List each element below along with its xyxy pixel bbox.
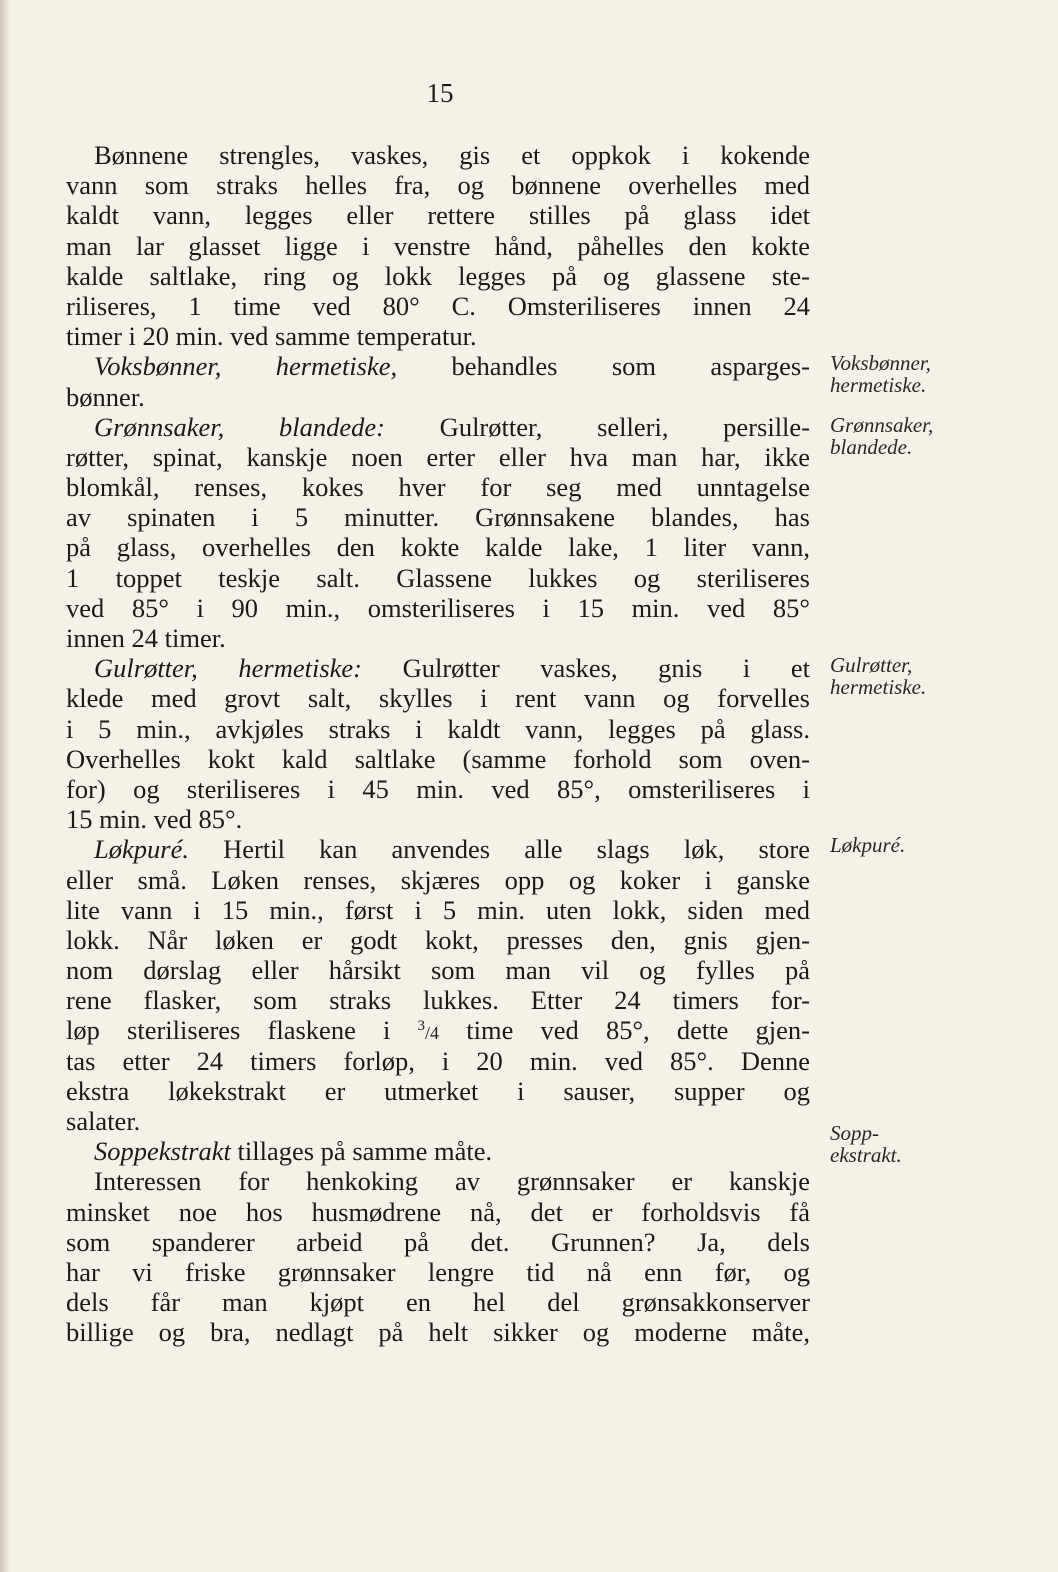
margin-note-line: Gulrøtter, [830,653,913,677]
margin-note-line: Voksbønner, [830,351,931,375]
margin-note-voksbonner [830,352,1050,396]
text-line: timer i 20 min. ved samme temperatur. [66,321,477,352]
margin-note-line: Grønnsaker, [830,413,934,437]
margin-note-lokpure [830,834,1050,856]
text-line: billige og bra, nedlagt på helt sikker og moderne måte, [66,1317,810,1348]
margin-note-line: hermetiske. [830,373,927,397]
fraction-denominator: /4 [425,1023,440,1044]
text-run: Gulrøtter vaskes, gnis i et [362,653,810,684]
page-binding-edge [0,0,10,1572]
text-run: behandles som asparges- [397,351,811,382]
text-line: kalde saltlake, ring og lokk legges på og glassene ste- [66,260,810,291]
text-line: vann som straks helles fra, og bønnene overhelles med [66,170,810,201]
margin-note-line: ekstrakt. [830,1143,902,1167]
margin-note-line: blandede. [830,435,913,459]
margin-note-soppekstrakt [830,1122,1050,1166]
margin-note-line: hermetiske. [830,675,927,699]
text-line: eller små. Løken renses, skjæres opp og koker i ganske [66,864,810,895]
text-line [66,1136,810,1166]
text-line: man lar glasset ligge i venstre hånd, påhelles den kokte [66,230,810,261]
text-run: løp steriliseres flaskene i [66,1015,418,1046]
text-line: rene flasker, som straks lukkes. Etter 24 timers for- [66,985,810,1016]
text-line: 15 min. ved 85°. [66,804,243,835]
page-number: 15 [426,78,454,108]
text-line: av spinaten i 5 minutter. Grønnsakene blandes, has [66,502,810,533]
paragraph-lead: Soppekstrakt [94,1136,231,1167]
text-line: blomkål, renses, kokes hver for seg med unntagelse [66,472,810,503]
text-line [66,1015,810,1045]
text-line: ekstra løkekstrakt er utmerket i sauser, supper og [66,1075,810,1106]
text-line: ved 85° i 90 min., omsteriliseres i 15 min. ved 85° [66,592,810,623]
text-line: 1 toppet teskje salt. Glassene lukkes og steriliseres [66,562,810,593]
text-run: tillages på samme måte. [230,1136,493,1167]
text-run: Hertil kan anvendes alle slags løk, store [188,834,810,865]
text-line: tas etter 24 timers forløp, i 20 min. ved 85°. Denne [66,1045,810,1076]
text-run: Gulrøtter, selleri, persille- [384,411,810,442]
text-line [66,351,810,381]
text-line: lite vann i 15 min., først i 5 min. uten lokk, siden med [66,894,810,925]
text-line: nom dørslag eller hårsikt som man vil og fylles på [66,955,810,986]
paragraph-lead: Gulrøtter, hermetiske: [94,653,362,684]
text-line: minsket noe hos husmødrene nå, det er forholdsvis få [66,1196,810,1227]
text-line: har vi friske grønnsaker lengre tid nå enn før, og [66,1256,810,1287]
text-run: time ved 85°, [439,1015,677,1046]
paragraph-lead: Grønnsaker, blandede: [94,411,385,442]
text-line: kaldt vann, legges eller rettere stilles på glass idet [66,200,810,231]
text-line [66,412,810,442]
margin-note-line: Løkpuré. [830,833,906,857]
text-line: i 5 min., avkjøles straks i kaldt vann, legges på glass. [66,713,810,744]
fraction-numerator: 3 [417,1018,426,1035]
paragraph-lead: Løkpuré. [94,834,189,865]
text-line: salater. [66,1106,141,1136]
margin-note-line: Sopp- [830,1121,879,1145]
text-line: dels får man kjøpt en hel del grønsakkonserver [66,1287,810,1318]
text-line: innen 24 timer. [66,623,226,653]
text-line: på glass, overhelles den kokte kalde lake, 1 liter vann, [66,532,810,563]
body-text [66,140,810,1348]
text-line: Overhelles kokt kald saltlake (samme forhold som oven- [66,743,810,774]
text-line: røtter, spinat, kanskje noen erter eller hva man har, ikke [66,441,810,472]
text-line: Interessen for henkoking av grønnsaker er kanskje [94,1166,810,1197]
text-line: lokk. Når løken er godt kokt, presses den, gnis gjen- [66,924,810,955]
text-line [66,834,810,864]
text-line: for) og steriliseres i 45 min. ved 85°, omsteriliseres i [66,773,810,804]
margin-note-gulrotter [830,654,1050,698]
text-line: klede med grovt salt, skylles i rent vann og forvelles [66,683,810,714]
text-line: bønner. [66,381,145,412]
text-line [66,653,810,683]
text-line: som spanderer arbeid på det. Grunnen? Ja, dels [66,1226,810,1257]
paragraph-lead: Voksbønner, hermetiske, [94,351,398,382]
text-line: riliseres, 1 time ved 80° C. Omsteriliseres innen 24 [66,290,810,321]
text-line: Bønnene strengles, vaskes, gis et oppkok i kokende [94,140,810,170]
margin-note-gronnsaker [830,414,1050,458]
text-run: dette gjen- [676,1015,810,1046]
